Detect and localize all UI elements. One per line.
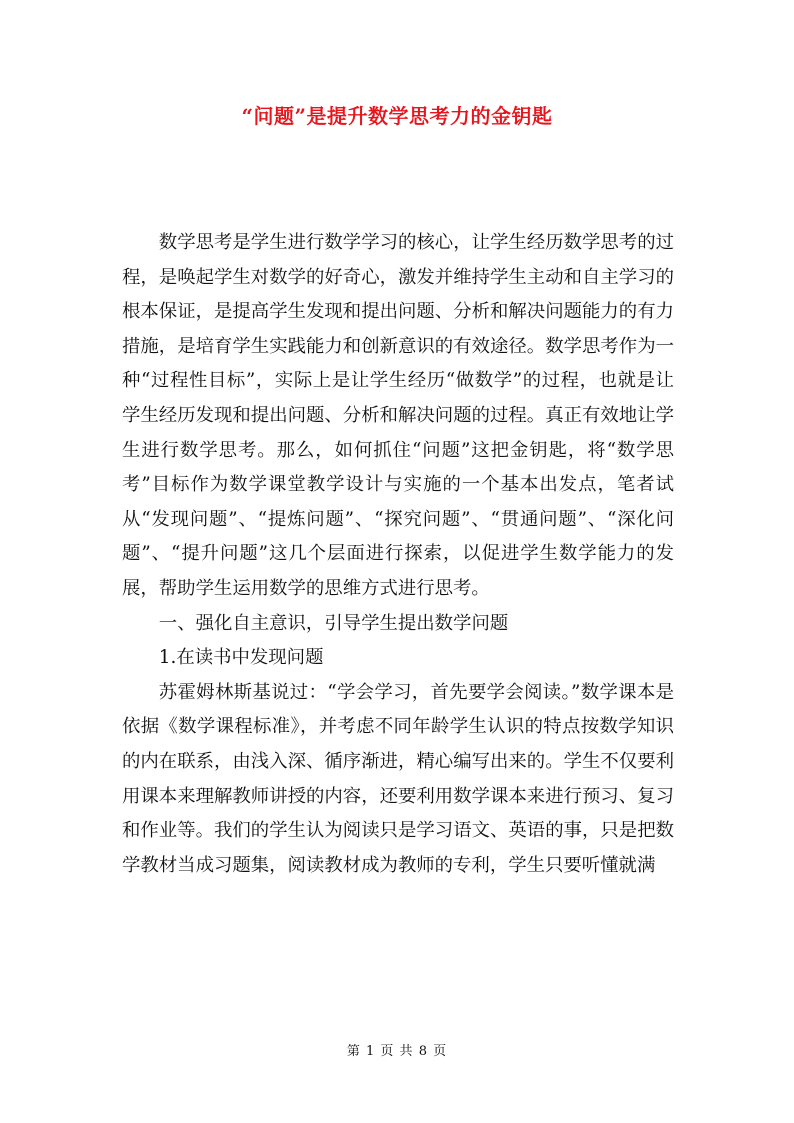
paragraph-intro: 数学思考是学生进行数学学习的核心，让学生经历数学思考的过程，是唤起学生对数学的好奇心，激发并维持学生主动和自主学习的根本保证，是提高学生发现和提出问题、分析和解决问题能力的有力措施，是培育学生实践能力和创新意识的有效途径。数学思考作为一种“过程性目标”，实际上是让学生经历“做数学”的过程，也就是让学生经历发现和提出问题、分析和解决问题的过程。真正有效地让学生进行数学思考。那么，如何抓住“问题”这把金钥匙，将“数学思考”目标作为数学课堂教学设计与实施的一个基本出发点，笔者试从“发现问题”、“提炼问题”、“探究问题”、“贯通问题”、“深化问题”、“提升问题”这几个层面进行探索，以促进学生数学能力的发展，帮助学生运用数学的思维方式进行思考。 [122, 232, 674, 599]
subsection-heading: 1.在读书中发现问题 [158, 647, 324, 669]
document-title: “问题”是提升数学思考力的金钥匙 [241, 104, 553, 128]
paragraph-reading: 苏霍姆林斯基说过：“学会学习，首先要学会阅读。”数学课本是依据《数学课程标准》，并考虑不同年龄学生认识的特点按数学知识的内在联系，由浅入深、循序渐进，精心编写出来的。学生不仅要利用课本来理解教师讲授的内容，还要利用数学课本来进行预习、复习和作业等。我们的学生认为阅读只是学习语文、英语的事，只是把数学教材当成习题集，阅读教材成为教师的专利，学生只要听懂就满 [122, 681, 674, 876]
page-number-footer: 第 1 页 共 8 页 [346, 1044, 448, 1059]
document-body [122, 226, 674, 883]
section-heading: 一、强化自主意识，引导学生提出数学问题 [158, 612, 509, 634]
